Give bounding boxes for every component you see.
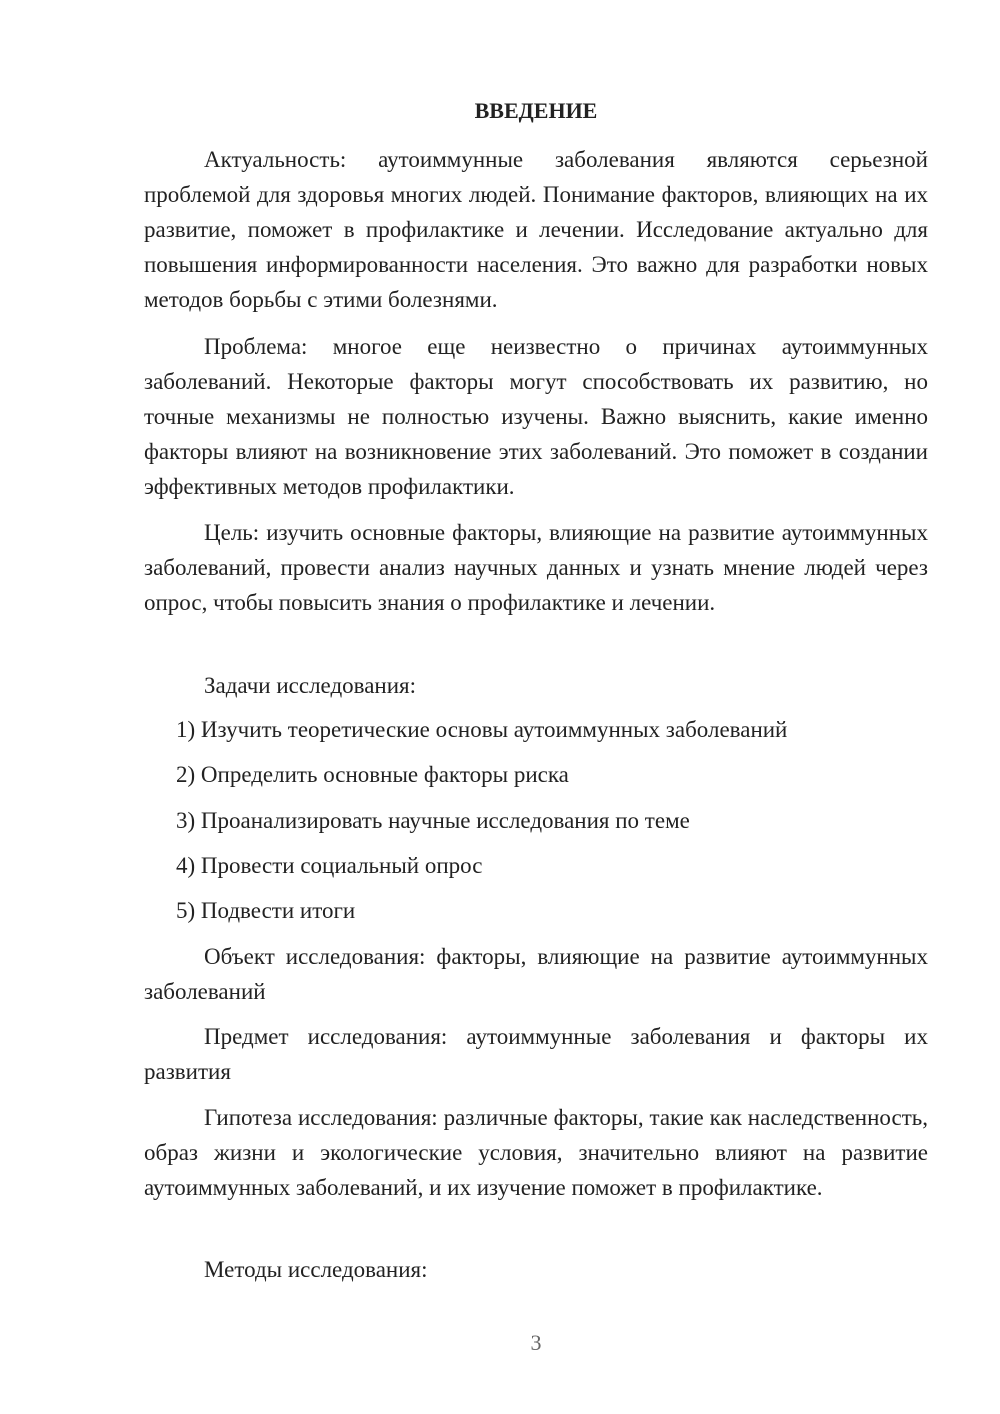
tasks-heading: Задачи исследования: xyxy=(204,673,417,698)
task-item: 4) Провести социальный опрос xyxy=(176,853,483,878)
object-paragraph: Объект исследования: факторы, влияющие на развитие аутоиммунных заболеваний xyxy=(144,944,928,1004)
methods-heading: Методы исследования: xyxy=(204,1257,428,1282)
task-item: 3) Проанализировать научные исследования по теме xyxy=(176,808,690,833)
goal-paragraph: Цель: изучить основные факторы, влияющие на развитие аутоиммунных заболеваний, провести анализ научных данных и узнать мнение людей через опрос, чтобы повысить знания о профилактике и лечении. xyxy=(144,520,928,615)
task-item: 5) Подвести итоги xyxy=(176,898,356,923)
problem-paragraph: Проблема: многое еще неизвестно о причинах аутоиммунных заболеваний. Некоторые факторы могут способствовать их развитию, но точные механизмы не полностью изучены. Важно выяснить, какие именно факторы влияют на возникновение этих заболеваний. Это поможет в создании эффективных методов профилактики. xyxy=(144,334,928,499)
task-item: 1) Изучить теоретические основы аутоиммунных заболеваний xyxy=(176,717,788,742)
page-number: 3 xyxy=(530,1330,542,1355)
subject-paragraph: Предмет исследования: аутоиммунные заболевания и факторы их развития xyxy=(144,1024,928,1084)
task-item: 2) Определить основные факторы риска xyxy=(176,762,569,787)
section-title: ВВЕДЕНИЕ xyxy=(474,98,598,123)
relevance-paragraph: Актуальность: аутоиммунные заболевания являются серьезной проблемой для здоровья многих людей. Понимание факторов, влияющих на их развитие, поможет в профилактике и лечении. Исследование актуально для повышения информированности населения. Это важно для разработки новых методов борьбы с этими болезнями. xyxy=(144,147,928,312)
hypothesis-paragraph: Гипотеза исследования: различные факторы, такие как наследственность, образ жизни и экологические условия, значительно влияют на развитие аутоиммунных заболеваний, и их изучение поможет в профилактике. xyxy=(144,1105,928,1200)
